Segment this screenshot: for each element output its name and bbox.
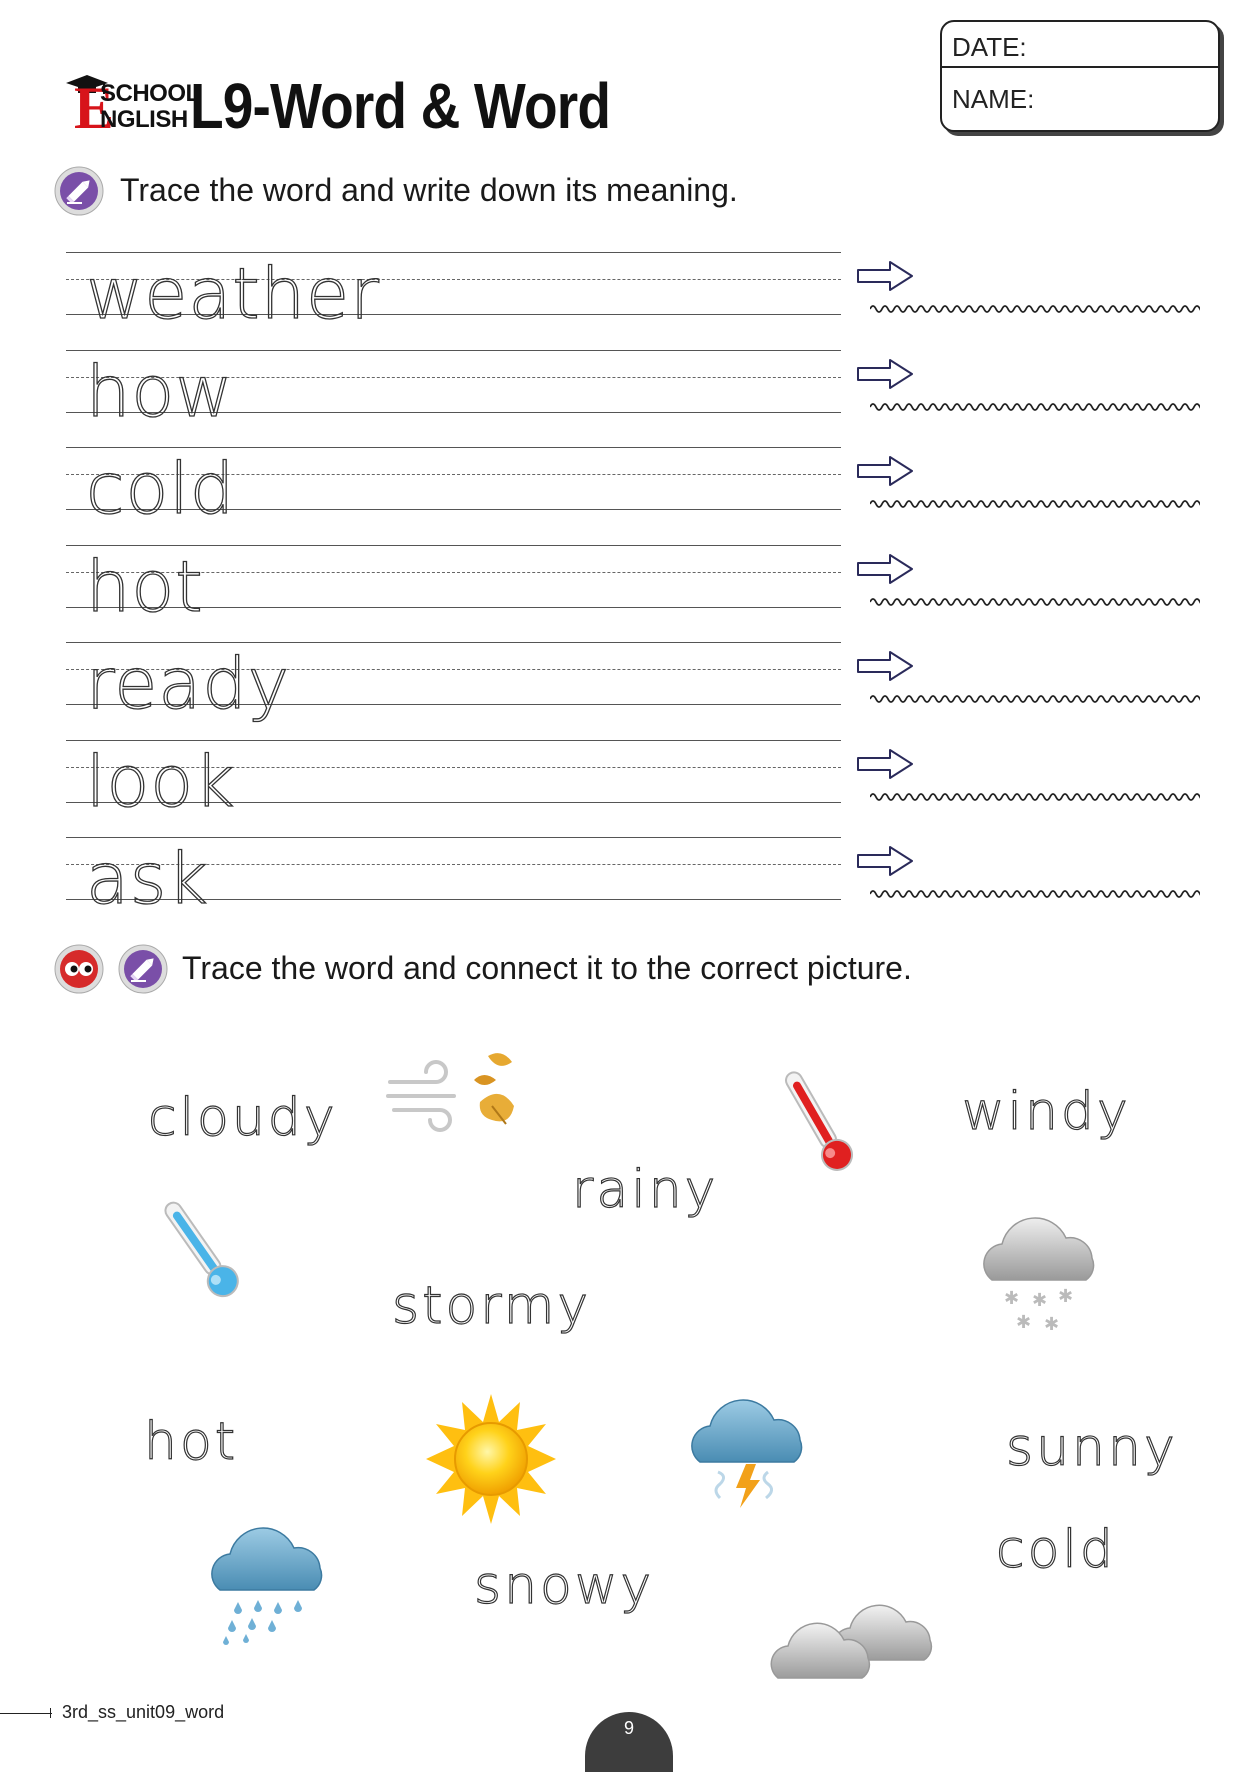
date-field[interactable]: DATE: (952, 32, 1027, 62)
wind-leaves-icon[interactable] (384, 1046, 534, 1142)
trace-row[interactable] (66, 348, 1196, 438)
pencil-icon (118, 944, 168, 994)
connect-word-rainy[interactable]: rainy (572, 1160, 719, 1220)
trace-word[interactable]: look (86, 740, 236, 823)
connect-word-sunny[interactable]: sunny (1006, 1418, 1178, 1478)
arrow-right-icon (856, 748, 914, 780)
svg-text:✱: ✱ (1058, 1286, 1074, 1307)
arrow-right-icon (856, 553, 914, 585)
arrow-right-icon (856, 260, 914, 292)
footer-rule (0, 1713, 52, 1714)
arrow-right-icon (856, 845, 914, 877)
trace-row[interactable] (66, 835, 1196, 925)
answer-line[interactable] (870, 887, 1200, 901)
connect-word-hot[interactable]: hot (144, 1412, 239, 1472)
trace-word[interactable]: cold (86, 448, 236, 530)
info-divider (942, 66, 1218, 68)
connect-word-stormy[interactable]: stormy (392, 1276, 592, 1336)
answer-line[interactable] (870, 595, 1200, 609)
trace-row[interactable] (66, 738, 1196, 828)
connect-word-cloudy[interactable]: cloudy (148, 1088, 338, 1148)
trace-word[interactable]: weather (86, 253, 380, 335)
eyes-icon (54, 944, 104, 994)
answer-line[interactable] (870, 497, 1200, 511)
page-title: L9-Word & Word (190, 70, 611, 142)
arrow-right-icon (856, 650, 914, 682)
trace-row[interactable] (66, 250, 1196, 340)
svg-text:✱: ✱ (1044, 1314, 1060, 1335)
school-english-logo (64, 74, 200, 141)
arrow-right-icon (856, 358, 914, 390)
cold-thermometer-icon[interactable] (158, 1190, 244, 1308)
logo-school-text: SCHOOL (100, 80, 200, 107)
trace-row[interactable] (66, 445, 1196, 535)
section2-instruction: Trace the word and connect it to the correct picture. (182, 950, 912, 986)
date-name-box (940, 20, 1220, 132)
footer-file-label: 3rd_ss_unit09_word (62, 1702, 225, 1722)
svg-text:✱: ✱ (1032, 1290, 1048, 1311)
trace-row[interactable] (66, 543, 1196, 633)
footer-rule-tick (50, 1708, 51, 1718)
pencil-icon (54, 166, 104, 216)
logo-english-text: NGLISH (100, 106, 188, 133)
trace-word[interactable]: how (86, 350, 234, 433)
storm-cloud-icon[interactable] (682, 1386, 822, 1518)
trace-word[interactable]: hot (86, 545, 204, 628)
hot-thermometer-icon[interactable] (778, 1062, 858, 1180)
logo-letter: E (74, 75, 115, 141)
snow-cloud-icon[interactable] (972, 1204, 1112, 1340)
clouds-icon[interactable] (770, 1590, 962, 1684)
answer-line[interactable] (870, 790, 1200, 804)
section1-instruction: Trace the word and write down its meaning. (120, 172, 738, 208)
page-number: 9 (623, 1718, 634, 1738)
name-field[interactable]: NAME: (952, 84, 1035, 114)
answer-line[interactable] (870, 302, 1200, 316)
rain-cloud-icon[interactable] (202, 1514, 342, 1646)
svg-text:✱: ✱ (1004, 1288, 1020, 1309)
trace-word[interactable]: ready (86, 643, 291, 725)
arrow-right-icon (856, 455, 914, 487)
connect-word-windy[interactable]: windy (962, 1082, 1131, 1142)
sun-icon[interactable] (424, 1392, 558, 1526)
trace-word[interactable]: ask (86, 838, 209, 920)
answer-line[interactable] (870, 692, 1200, 706)
connect-word-snowy[interactable]: snowy (474, 1556, 655, 1616)
answer-line[interactable] (870, 400, 1200, 414)
svg-text:✱: ✱ (1016, 1312, 1032, 1333)
connect-word-cold[interactable]: cold (996, 1520, 1116, 1580)
trace-row[interactable] (66, 640, 1196, 730)
